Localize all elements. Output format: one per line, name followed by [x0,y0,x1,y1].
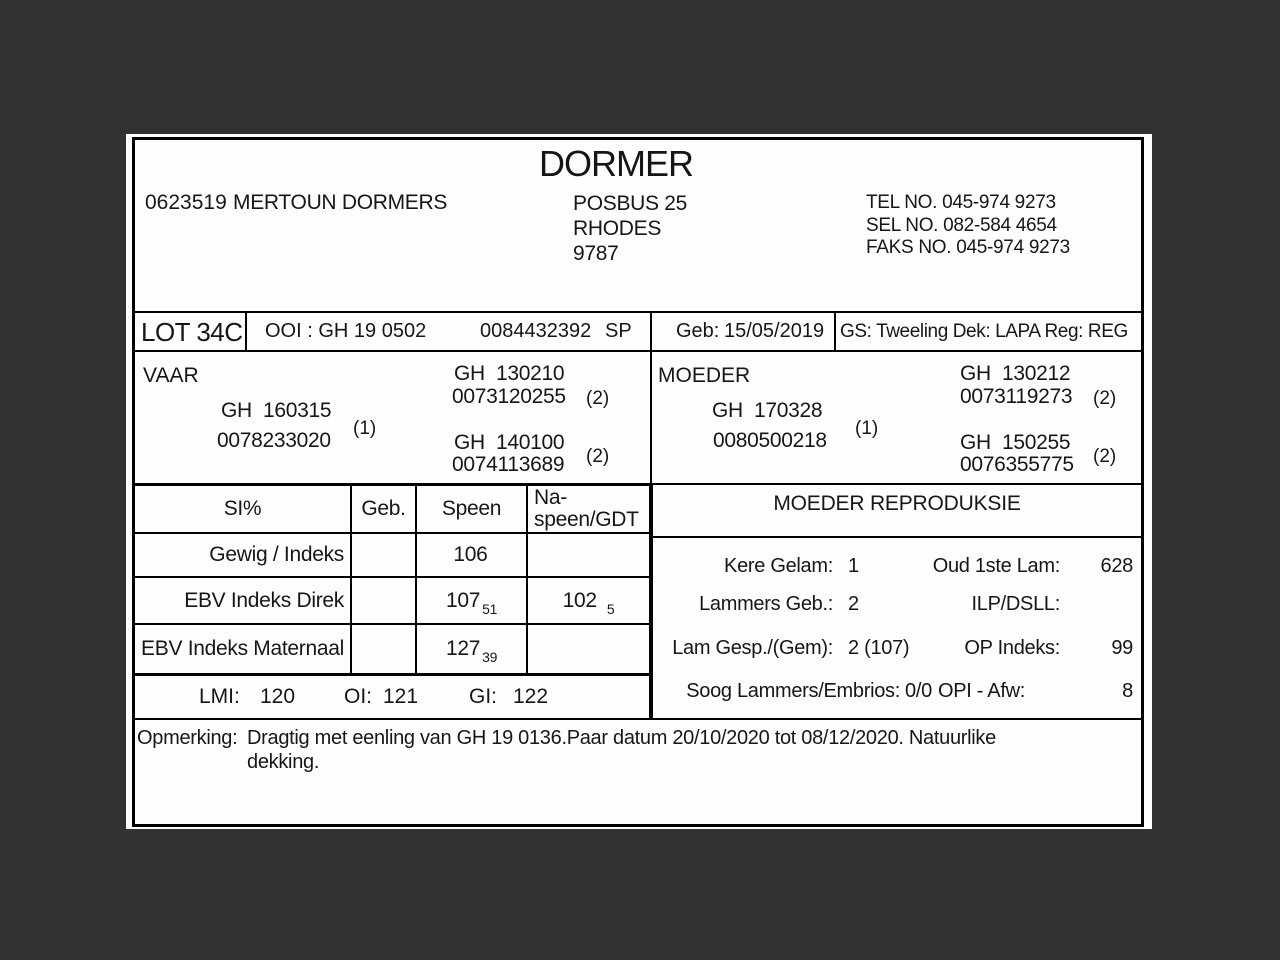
dam-reproduction-panel [653,483,1141,718]
breeder-contacts [866,192,1070,260]
grandsire-id: GH 130210 [454,362,565,385]
birthdate-label: Geb: [676,320,720,342]
dam-label: MOEDER [658,364,751,387]
granddam-tag: 0076355775 [960,453,1074,476]
geb-value [352,625,417,673]
breeder-name: MERTOUN DORMERS [233,191,448,214]
repro-value: 2 (107) [848,637,910,659]
lot-number: LOT 34C [141,317,243,347]
card-border-frame [132,137,1144,827]
naspeen-value [528,625,649,673]
reproduction-title-box [653,485,1141,538]
grandsire-id: GH 130212 [960,362,1071,385]
geb-value [352,534,417,578]
address-line: RHODES [573,217,662,240]
index-summary-row [135,676,649,718]
reproduction-row [653,593,1141,619]
speen-header: Speen [417,486,528,534]
gi-value: 122 [513,685,549,708]
speen-value: 127 39 [417,625,528,673]
birthdate-value: 15/05/2019 [724,320,825,342]
repro-label: ILP/DSLL: [971,593,1060,615]
ewe-sex-code: SP [605,320,632,342]
repro-label: Oud 1ste Lam: [932,555,1060,577]
repro-label: OPI - Afw: [937,680,1025,702]
oi-value: 121 [383,685,419,708]
granddam-generation: (2) [586,446,610,467]
birth-status-cell [836,313,1141,350]
reproduction-row [653,555,1141,581]
repro-value: 8 [1122,680,1133,702]
repro-label: Lam Gesp./(Gem): [672,637,833,659]
granddam-id: GH 150255 [960,431,1071,454]
granddam-id: GH 140100 [454,431,565,454]
ewe-tag-number: 0084432392 [480,320,592,342]
repro-label: OP Indeks: [964,637,1060,659]
ewe-id: OOI : GH 19 0502 [265,320,427,342]
naspeen-value [528,534,649,578]
repro-value: 99 [1111,637,1133,659]
breeder-number: 0623519 [145,191,227,214]
repro-value: 2 [848,593,859,615]
table-row-label: EBV Indeks Direk [135,578,352,625]
dam-generation: (1) [855,418,879,439]
dam-panel [652,352,1141,483]
remarks-label: Opmerking: [137,727,238,749]
contact-line-tel: TEL NO. 045-974 9273 [866,192,1056,213]
sire-generation: (1) [353,418,377,439]
sire-id: GH 160315 [221,399,332,422]
repro-label: Lammers Geb.: [699,593,833,615]
grandsire-generation: (2) [1093,388,1117,409]
naspeen-value: 102 5 [528,578,649,625]
sire-tag: 0078233020 [217,429,331,452]
grandsire-tag: 0073120255 [452,385,566,408]
remarks-line-2: dekking. [247,751,320,773]
pedigree-divider-line [650,352,652,483]
granddam-tag: 0074113689 [452,453,565,476]
table-row-label: EBV Indeks Maternaal [135,625,352,673]
reproduction-row [653,680,1141,706]
naspeen-header: Na- speen/GDT [528,486,649,534]
speen-value: 107 51 [417,578,528,625]
reproduction-title: MOEDER REPRODUKSIE [773,492,1021,515]
contact-line-cell: SEL NO. 082-584 4654 [866,214,1057,236]
table-row-label: Gewig / Indeks [135,534,352,578]
repro-value: 0/0 [905,680,932,702]
address-line: 9787 [573,242,619,265]
speen-value: 106 [417,534,528,578]
si-index-table [135,483,649,676]
geb-header: Geb. [352,486,417,534]
sire-panel [135,352,650,483]
granddam-generation: (2) [1093,446,1117,467]
ewe-id-cell [247,313,652,350]
lmi-value: 120 [260,685,296,708]
birth-status-text: GS: Tweeling Dek: LAPA Reg: REG [840,321,1128,342]
repro-value: 628 [1100,555,1133,577]
dam-tag: 0080500218 [713,429,827,452]
geb-value [352,578,417,625]
oi-label: OI: [344,685,373,708]
document-card [126,134,1152,829]
remarks-line-1: Dragtig met eenling van GH 19 0136.Paar datum 20/10/2020 tot 08/12/2020. Natuurlike [247,727,996,749]
sire-label: VAAR [143,364,199,387]
breeder-address [573,191,687,266]
si-header: SI% [135,486,352,534]
address-line: POSBUS 25 [573,192,688,215]
contact-line-fax: FAKS NO. 045-974 9273 [866,237,1070,258]
remarks-section [135,718,1141,824]
repro-label: Kere Gelam: [724,555,833,577]
lot-number-cell [135,313,247,350]
grandsire-tag: 0073119273 [960,385,1073,408]
lmi-label: LMI: [199,685,240,708]
gi-label: GI: [469,685,498,708]
repro-label: Soog Lammers/Embrios: [686,680,900,702]
grandsire-generation: (2) [586,388,610,409]
birthdate-cell [652,313,836,350]
repro-value: 1 [848,555,859,577]
lot-row [135,311,1141,352]
breed-title: DORMER [539,143,693,184]
dam-id: GH 170328 [712,399,823,422]
reproduction-row [653,637,1141,663]
